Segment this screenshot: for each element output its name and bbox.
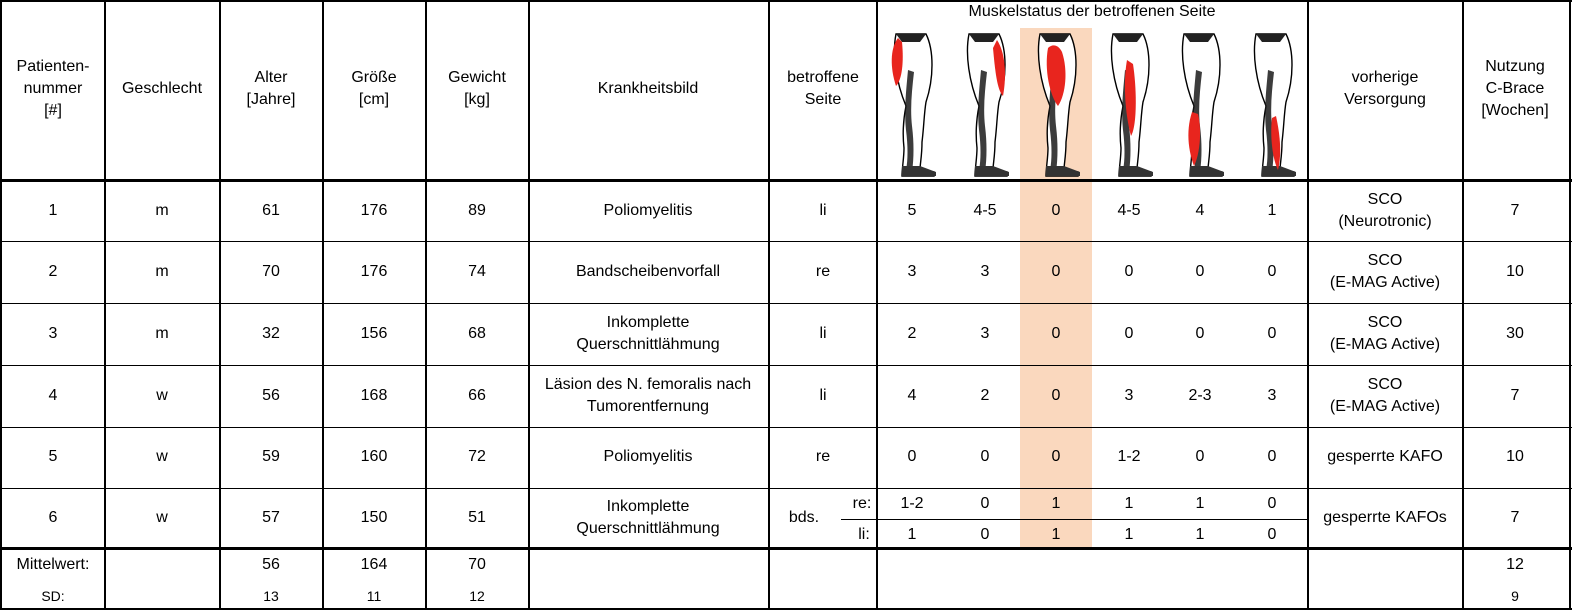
column-separator [425,0,427,610]
column-separator [219,0,221,610]
row-separator [0,365,1572,366]
cell-muscle: 1-2 [1117,448,1141,465]
cell-muscle-left: 1 [1051,526,1061,543]
header-separator [0,179,1572,182]
cell-sex: m [155,202,169,219]
leg-gluteal-icon [892,34,936,176]
leg-quadriceps-icon [1038,34,1080,176]
row-separator [0,303,1572,304]
cell-age: 57 [262,509,280,526]
border-bottom [0,608,1572,610]
cell-muscle: 0 [1124,263,1134,280]
border-top [0,0,1572,2]
row-separator [0,488,1572,489]
cell-muscle: 4-5 [1117,202,1141,219]
cell-muscle-right: 0 [980,495,990,512]
cell-muscle-right: 1 [1051,495,1061,512]
cell-muscle: 3 [1267,387,1277,404]
mean-label: Mittelwert: [16,556,90,573]
cell-usage: 10 [1506,448,1524,465]
border-left [0,0,2,610]
leg-shin-icon [1254,34,1296,176]
cell-prior: SCO (E-MAG Active) [1329,376,1441,415]
cell-muscle-right: 1-2 [900,495,924,512]
cell-weight: 74 [468,263,486,280]
cell-muscle: 0 [907,448,917,465]
sub-label-left: li: [858,526,870,543]
cell-sex: m [155,325,169,342]
cell-sex: m [155,263,169,280]
leg-calf-icon [1182,34,1224,176]
cell-muscle: 0 [1195,325,1205,342]
header-age: Alter [Jahre] [246,69,296,108]
header-usage: Nutzung C-Brace [Wochen] [1481,58,1549,119]
cell-prior: SCO (E-MAG Active) [1329,314,1441,353]
header-affected-side: betroffene Seite [787,69,859,108]
cell-usage: 7 [1510,202,1520,219]
cell-diagnosis: Inkomplette Querschnittlähmung [576,314,720,353]
header-weight: Gewicht [kg] [448,69,506,108]
mean-age: 56 [262,556,280,573]
cell-height: 150 [360,509,388,526]
cell-muscle: 4 [907,387,917,404]
mean-height: 164 [360,556,388,573]
cell-prior: gesperrte KAFOs [1323,509,1447,526]
cell-muscle: 4-5 [973,202,997,219]
sd-age: 13 [263,588,279,604]
sd-weight: 12 [469,588,485,604]
cell-side: bds. [788,509,820,526]
cell-age: 70 [262,263,280,280]
cell-muscle: 3 [980,263,990,280]
cell-usage: 30 [1506,325,1524,342]
cell-id: 6 [48,509,58,526]
cell-muscle-left: 1 [1124,526,1134,543]
cell-muscle-right: 0 [1267,495,1277,512]
cell-usage: 7 [1510,509,1520,526]
cell-muscle-left: 0 [980,526,990,543]
cell-side: li [819,325,827,342]
cell-muscle: 4 [1195,202,1205,219]
cell-muscle: 0 [1267,325,1277,342]
cell-muscle: 0 [1051,263,1061,280]
column-separator [528,0,530,610]
sd-height: 11 [366,588,382,604]
muscle-status-header: Muskelstatus der betroffenen Seite [968,3,1216,20]
cell-muscle-left: 1 [1195,526,1205,543]
cell-muscle: 3 [907,263,917,280]
cell-muscle: 0 [1195,263,1205,280]
cell-diagnosis: Poliomyelitis [603,448,693,465]
cell-id: 3 [48,325,58,342]
header-patient: Patienten- nummer [#] [16,58,90,119]
cell-muscle-right: 1 [1195,495,1205,512]
row-separator [0,427,1572,428]
header-diagnosis: Krankheitsbild [597,80,699,97]
column-separator [104,0,106,610]
cell-id: 5 [48,448,58,465]
cell-weight: 51 [468,509,486,526]
column-separator [1462,0,1464,610]
cell-prior: SCO (Neurotronic) [1338,191,1432,230]
cell-prior: gesperrte KAFO [1327,448,1443,465]
cell-height: 176 [360,202,388,219]
cell-muscle: 0 [1267,263,1277,280]
cell-sex: w [156,387,168,404]
cell-muscle: 0 [1051,387,1061,404]
cell-side: li [819,202,827,219]
cell-muscle: 3 [1124,387,1134,404]
cell-muscle: 0 [1267,448,1277,465]
cell-id: 4 [48,387,58,404]
leg-hamstring-icon [967,34,1009,176]
cell-height: 160 [360,448,388,465]
cell-sex: w [156,509,168,526]
cell-id: 2 [48,263,58,280]
column-separator [768,0,770,610]
cell-sex: w [156,448,168,465]
cell-usage: 7 [1510,387,1520,404]
cell-age: 32 [262,325,280,342]
cell-age: 59 [262,448,280,465]
cell-muscle: 0 [1051,202,1061,219]
cell-height: 156 [360,325,388,342]
cell-id: 1 [48,202,58,219]
cell-muscle: 0 [1124,325,1134,342]
cell-height: 168 [360,387,388,404]
cell-muscle: 0 [1195,448,1205,465]
cell-weight: 66 [468,387,486,404]
cell-muscle: 2-3 [1188,387,1212,404]
cell-prior: SCO (E-MAG Active) [1329,252,1441,291]
cell-muscle: 0 [1051,325,1061,342]
cell-diagnosis: Läsion des N. femoralis nach Tumorentfernung [544,376,752,415]
border-right [1569,0,1571,610]
header-sex: Geschlecht [121,80,203,97]
mean-usage: 12 [1506,556,1524,573]
cell-muscle-left: 0 [1267,526,1277,543]
cell-weight: 72 [468,448,486,465]
cell-muscle-right: 1 [1124,495,1134,512]
cell-muscle: 0 [1051,448,1061,465]
sub-row-separator [841,519,1307,520]
summary-separator [0,547,1572,550]
header-prior-care: vorherige Versorgung [1344,69,1426,108]
cell-weight: 89 [468,202,486,219]
cell-muscle: 5 [907,202,917,219]
cell-diagnosis: Bandscheibenvorfall [575,263,721,280]
cell-diagnosis: Inkomplette Querschnittlähmung [576,498,720,537]
cell-side: re [815,263,831,280]
cell-muscle: 3 [980,325,990,342]
cell-muscle: 2 [980,387,990,404]
sd-usage: 9 [1511,588,1519,604]
cell-muscle-left: 1 [907,526,917,543]
cell-age: 56 [262,387,280,404]
sub-label-right: re: [852,495,872,512]
column-separator [322,0,324,610]
cell-usage: 10 [1506,263,1524,280]
cell-height: 176 [360,263,388,280]
sd-label: SD: [41,588,65,604]
row-separator [0,241,1572,242]
cell-side: re [815,448,831,465]
cell-muscle: 0 [980,448,990,465]
leg-adductor-icon [1111,34,1153,176]
column-separator [1307,0,1309,610]
cell-diagnosis: Poliomyelitis [603,202,693,219]
header-height: Größe [cm] [351,69,397,108]
mean-weight: 70 [468,556,486,573]
cell-age: 61 [262,202,280,219]
cell-side: li [819,387,827,404]
cell-weight: 68 [468,325,486,342]
cell-muscle: 2 [907,325,917,342]
cell-muscle: 1 [1267,202,1277,219]
